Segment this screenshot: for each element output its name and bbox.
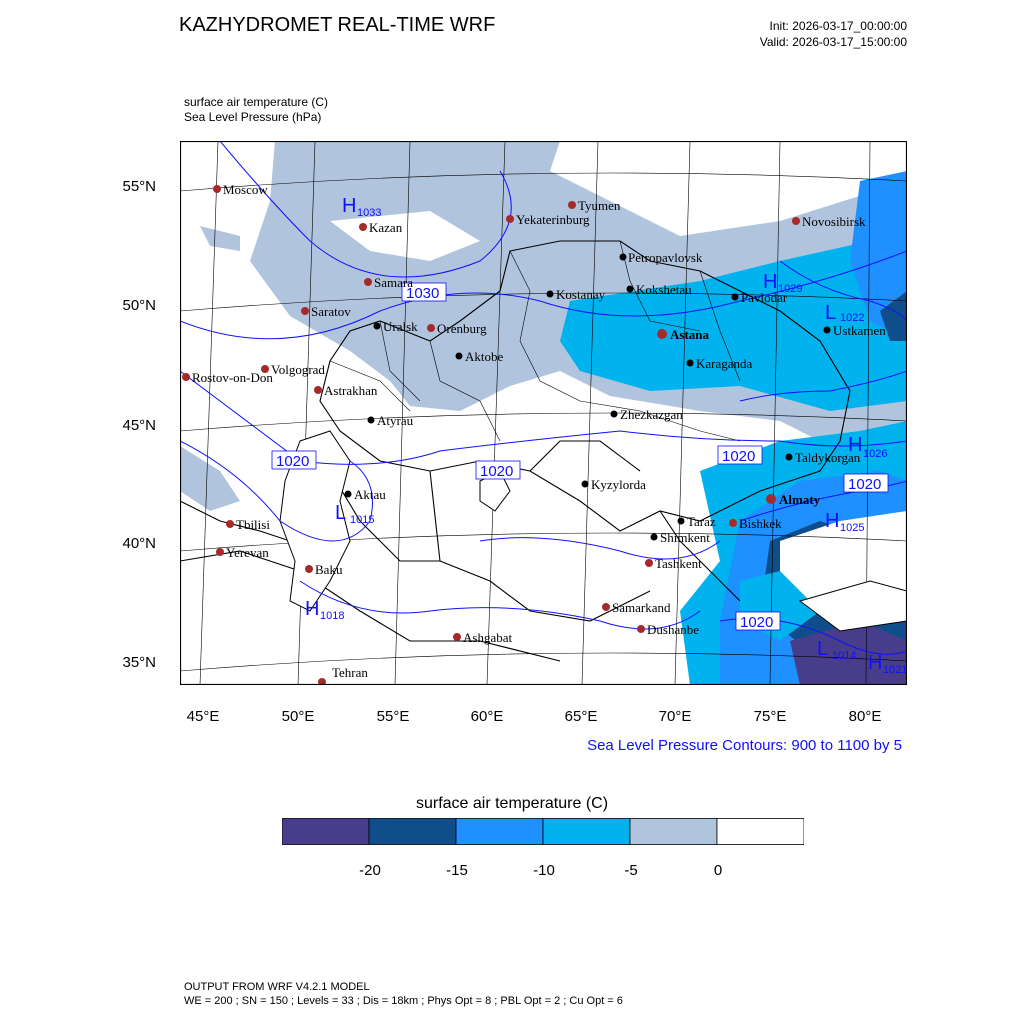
city-label: Ustkamen xyxy=(833,323,886,338)
pressure-center-letter: L xyxy=(335,502,347,524)
footer-model: OUTPUT FROM WRF V4.2.1 MODEL xyxy=(184,981,370,993)
pressure-center-value: 1026 xyxy=(863,448,888,460)
city-label: Tehran xyxy=(332,665,368,680)
city-label: Volgograd xyxy=(271,362,325,377)
colorbar xyxy=(282,818,804,845)
city-label: Dushanbe xyxy=(647,622,699,637)
city-label: Tyumen xyxy=(578,198,621,213)
lat-label: 40°N xyxy=(122,535,156,552)
pressure-center-value: 1021 xyxy=(883,664,907,676)
city-label: Almaty xyxy=(779,492,821,507)
isobar-label: 1030 xyxy=(406,285,440,302)
colorbar-tick: -20 xyxy=(359,862,381,879)
pressure-center-value: 1029 xyxy=(778,283,803,295)
isobar-label: 1020 xyxy=(480,463,514,480)
city-label: Tbilisi xyxy=(236,517,270,532)
weather-map xyxy=(180,141,907,685)
pressure-center-value: 1033 xyxy=(357,207,382,219)
city-label: Kazan xyxy=(369,220,403,235)
colorbar-tick: -15 xyxy=(446,862,468,879)
contour-note: Sea Level Pressure Contours: 900 to 1100 by 5 xyxy=(587,737,902,754)
city-label: Kyzylorda xyxy=(591,477,646,492)
colorbar-box xyxy=(282,819,369,845)
lon-label: 65°E xyxy=(564,708,598,725)
footer-config: WE = 200 ; SN = 150 ; Levels = 33 ; Dis = 18km ; Phys Opt = 8 ; PBL Opt = 2 ; Cu Opt = 6 xyxy=(184,995,623,1007)
colorbar-box xyxy=(369,819,456,845)
city-label: Yerevan xyxy=(226,545,269,560)
pressure-center-value: 1022 xyxy=(840,312,865,324)
pressure-center-letter: H xyxy=(848,434,863,456)
city-label: Atyrau xyxy=(377,413,414,428)
pressure-center-value: 1015 xyxy=(350,514,375,526)
city-label: Saratov xyxy=(311,304,351,319)
city-label: Yekaterinburg xyxy=(516,212,590,227)
city-label: Taraz xyxy=(687,514,716,529)
city-label: Aktobe xyxy=(465,349,504,364)
city-label: Samarkand xyxy=(612,600,671,615)
city-label: Astana xyxy=(670,327,710,342)
colorbar-box xyxy=(543,819,630,845)
city-label: Moscow xyxy=(223,182,268,197)
city-label: Karaganda xyxy=(696,356,753,371)
isobar-label: 1020 xyxy=(722,448,756,465)
colorbar-box xyxy=(630,819,717,845)
city-label: Ashgabat xyxy=(463,630,513,645)
colorbar-title: surface air temperature (C) xyxy=(415,795,609,812)
city-label: Kokshetau xyxy=(636,282,692,297)
city-label: Novosibirsk xyxy=(802,214,866,229)
lat-label: 55°N xyxy=(122,178,156,195)
lat-label: 35°N xyxy=(122,654,156,671)
colorbar-tick: -10 xyxy=(533,862,555,879)
lon-label: 60°E xyxy=(470,708,504,725)
city-label: Bishkek xyxy=(739,516,782,531)
city-label: Shimkent xyxy=(660,530,710,545)
pressure-center-value: 1014 xyxy=(832,650,857,662)
lon-label: 75°E xyxy=(753,708,787,725)
isobar-label: 1020 xyxy=(848,476,882,493)
pressure-center-letter: H xyxy=(825,510,840,532)
lon-label: 50°E xyxy=(281,708,315,725)
city-label: Aktau xyxy=(354,487,386,502)
lon-label: 55°E xyxy=(376,708,410,725)
pressure-center-letter: L xyxy=(817,638,829,660)
pressure-center-letter: H xyxy=(342,195,357,217)
city-label: Uralsk xyxy=(383,319,418,334)
lon-label: 70°E xyxy=(658,708,692,725)
city-label: Orenburg xyxy=(437,321,487,336)
lon-label: 80°E xyxy=(848,708,882,725)
city-label: Petropavlovsk xyxy=(628,250,703,265)
colorbar-tick: 0 xyxy=(713,862,723,879)
lat-label: 45°N xyxy=(122,417,156,434)
city-label: Baku xyxy=(315,562,343,577)
init-time: Init: 2026-03-17_00:00:00 xyxy=(769,19,907,33)
chart-title: KAZHYDROMET REAL-TIME WRF xyxy=(179,14,496,36)
city-label: Tashkent xyxy=(655,556,702,571)
city-label: Rostov-on-Don xyxy=(192,370,273,385)
isobar-label: 1020 xyxy=(276,453,310,470)
city-label: Zhezkazgan xyxy=(620,407,683,422)
colorbar-tick: -5 xyxy=(624,862,638,879)
field-label-pressure: Sea Level Pressure (hPa) xyxy=(184,110,322,124)
city-label: Kostanay xyxy=(556,287,606,302)
pressure-center-letter: H xyxy=(868,652,883,674)
pressure-center-letter: H xyxy=(305,598,320,620)
lat-label: 50°N xyxy=(122,297,156,314)
field-label-temperature: surface air temperature (C) xyxy=(184,95,329,109)
colorbar-box xyxy=(456,819,543,845)
lon-label: 45°E xyxy=(186,708,220,725)
city-label: Astrakhan xyxy=(324,383,378,398)
pressure-center-value: 1025 xyxy=(840,522,865,534)
pressure-center-letter: L xyxy=(825,302,837,324)
city-label: Taldykorgan xyxy=(795,450,861,465)
pressure-center-letter: H xyxy=(763,271,778,293)
colorbar-box xyxy=(717,819,804,845)
pressure-center-value: 1018 xyxy=(320,610,345,622)
city-label: Samara xyxy=(374,275,413,290)
valid-time: Valid: 2026-03-17_15:00:00 xyxy=(759,35,907,49)
city-label: Pavlodar xyxy=(741,290,788,305)
isobar-label: 1020 xyxy=(740,614,774,631)
